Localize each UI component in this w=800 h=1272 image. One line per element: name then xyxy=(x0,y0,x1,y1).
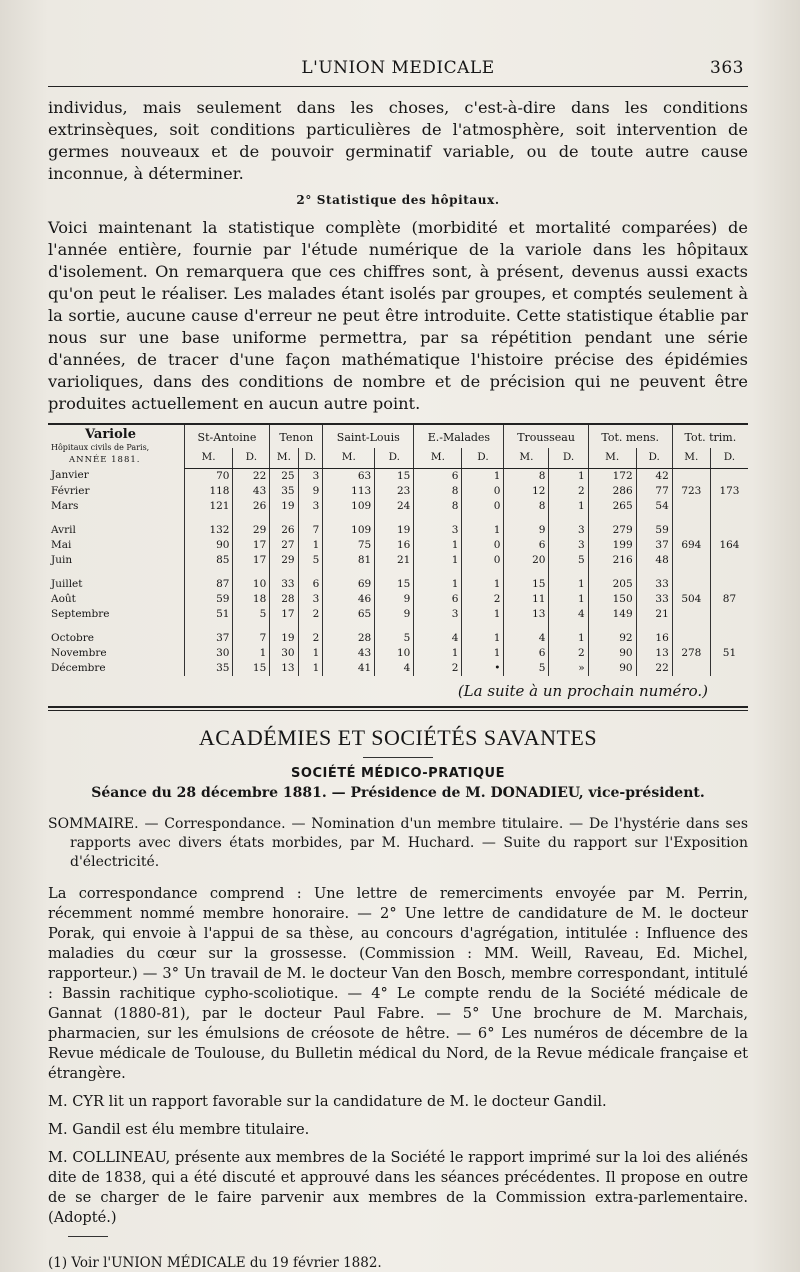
spacer-cell xyxy=(549,514,588,523)
m-column-header: M. xyxy=(270,448,298,468)
value-cell: 0 xyxy=(462,484,504,499)
month-cell: Décembre xyxy=(51,661,106,674)
variole-statistics-table xyxy=(48,423,748,676)
value-cell: 9 xyxy=(504,523,549,538)
value-cell: 1 xyxy=(462,523,504,538)
value-cell: 1 xyxy=(549,592,588,607)
value-cell: 6 xyxy=(414,592,462,607)
spacer-cell xyxy=(48,622,184,631)
value-cell: 265 xyxy=(588,499,636,514)
spacer-cell xyxy=(672,568,710,577)
month-cell: Janvier xyxy=(51,469,89,482)
value-cell: 22 xyxy=(636,661,672,676)
value-cell: 15 xyxy=(375,468,414,484)
table-row xyxy=(48,661,748,676)
value-cell: 5 xyxy=(504,661,549,676)
value-cell: 48 xyxy=(636,553,672,568)
value-cell: 92 xyxy=(588,631,636,646)
d-column-header: D. xyxy=(375,448,414,468)
value-cell: 1 xyxy=(549,577,588,592)
value-cell: 19 xyxy=(270,631,298,646)
value-cell: 90 xyxy=(588,661,636,676)
value-cell: 29 xyxy=(270,553,298,568)
value-cell: 1 xyxy=(462,631,504,646)
value-cell: 90 xyxy=(588,646,636,661)
value-cell: 27 xyxy=(270,538,298,553)
value-cell: 13 xyxy=(504,607,549,622)
table-year: ANNÉE 1881. xyxy=(69,455,141,465)
value-cell: 5 xyxy=(375,631,414,646)
spacer-cell xyxy=(636,514,672,523)
spacer-cell xyxy=(270,514,298,523)
table-row xyxy=(48,577,748,592)
table-row xyxy=(48,553,748,568)
table-title-cell xyxy=(48,424,184,468)
value-cell: 3 xyxy=(414,607,462,622)
gandil-paragraph: M. Gandil est élu membre titulaire. xyxy=(48,1120,310,1138)
value-cell: 9 xyxy=(375,607,414,622)
value-cell: 199 xyxy=(588,538,636,553)
value-cell: 15 xyxy=(504,577,549,592)
spacer-cell xyxy=(184,568,233,577)
spacer-cell xyxy=(504,568,549,577)
table-note: (La suite à un prochain numéro.) xyxy=(457,681,708,700)
value-cell: 29 xyxy=(233,523,270,538)
table-row xyxy=(48,592,748,607)
value-cell: 10 xyxy=(375,646,414,661)
d-column-header: D. xyxy=(233,448,270,468)
value-cell: 15 xyxy=(233,661,270,676)
d-column-header: D. xyxy=(710,448,748,468)
value-cell: 43 xyxy=(233,484,270,499)
value-cell: 43 xyxy=(323,646,375,661)
page-number: 363 xyxy=(710,58,744,78)
spacer-cell xyxy=(710,514,748,523)
value-cell: 1 xyxy=(298,661,323,676)
value-cell: 113 xyxy=(323,484,375,499)
spacer-cell xyxy=(323,622,375,631)
value-cell: 33 xyxy=(270,577,298,592)
value-cell: 2 xyxy=(462,592,504,607)
value-cell: 75 xyxy=(323,538,375,553)
value-cell: 1 xyxy=(233,646,270,661)
d-column-header: D. xyxy=(462,448,504,468)
hospital-header: Tenon xyxy=(270,424,323,448)
value-cell: 1 xyxy=(462,646,504,661)
value-cell: 2 xyxy=(298,631,323,646)
value-cell: 26 xyxy=(270,523,298,538)
value-cell: 42 xyxy=(636,468,672,484)
d-column-header: D. xyxy=(298,448,323,468)
short-rule xyxy=(363,757,433,758)
value-cell: 28 xyxy=(323,631,375,646)
hospital-header: Tot. trim. xyxy=(672,424,748,448)
value-cell: 1 xyxy=(414,553,462,568)
month-cell: Mars xyxy=(51,499,79,512)
spacer-cell xyxy=(462,622,504,631)
spacer-cell xyxy=(414,514,462,523)
cyr-paragraph: M. CYR lit un rapport favorable sur la candidature de M. le docteur Gandil. xyxy=(48,1092,607,1110)
value-cell: 85 xyxy=(184,553,233,568)
value-cell: 13 xyxy=(636,646,672,661)
journal-title: L'UNION MEDICALE xyxy=(301,58,495,78)
sommaire xyxy=(48,815,748,872)
value-cell: » xyxy=(549,661,588,676)
value-cell: 6 xyxy=(504,646,549,661)
value-cell: 149 xyxy=(588,607,636,622)
spacer-cell xyxy=(710,568,748,577)
value-cell: 35 xyxy=(270,484,298,499)
value-cell: 11 xyxy=(504,592,549,607)
m-column-header: M. xyxy=(414,448,462,468)
month-cell: Octobre xyxy=(51,631,94,644)
value-cell: 5 xyxy=(298,553,323,568)
value-cell: 21 xyxy=(375,553,414,568)
value-cell: 1 xyxy=(298,538,323,553)
spacer-cell xyxy=(588,568,636,577)
value-cell: 37 xyxy=(184,631,233,646)
value-cell: 18 xyxy=(233,592,270,607)
spacer-cell xyxy=(48,568,184,577)
quarter-spacer xyxy=(48,622,748,631)
value-cell: 65 xyxy=(323,607,375,622)
value-cell: 35 xyxy=(184,661,233,676)
spacer-cell xyxy=(588,514,636,523)
value-cell: 121 xyxy=(184,499,233,514)
value-cell: 16 xyxy=(636,631,672,646)
spacer-cell xyxy=(636,568,672,577)
value-cell: 8 xyxy=(414,484,462,499)
value-cell: 7 xyxy=(298,523,323,538)
month-cell: Juin xyxy=(51,553,73,566)
value-cell: 0 xyxy=(462,499,504,514)
value-cell: 19 xyxy=(375,523,414,538)
spacer-cell xyxy=(375,622,414,631)
value-cell: 6 xyxy=(504,538,549,553)
value-cell: 286 xyxy=(588,484,636,499)
collineau-paragraph: M. COLLINEAU, présente aux membres de la Société le rapport imprimé sur la loi des aliénés dite de 1838, qui a été discuté et approuvé dans les séances précédentes. Il propose en outre de se charger de le faire parvenir aux membres de la Commission extra-parlementaire. (Adopté.) xyxy=(48,1148,748,1226)
quarter-total-m: 723 xyxy=(672,468,710,514)
table-row xyxy=(48,484,748,499)
quarter-spacer xyxy=(48,568,748,577)
value-cell: 13 xyxy=(270,661,298,676)
value-cell: 109 xyxy=(323,499,375,514)
value-cell: 2 xyxy=(414,661,462,676)
m-column-header: M. xyxy=(323,448,375,468)
spacer-cell xyxy=(48,514,184,523)
value-cell: 25 xyxy=(270,468,298,484)
spacer-cell xyxy=(323,568,375,577)
d-column-header: D. xyxy=(636,448,672,468)
spacer-cell xyxy=(270,622,298,631)
value-cell: 8 xyxy=(504,468,549,484)
value-cell: 17 xyxy=(270,607,298,622)
value-cell: 1 xyxy=(298,646,323,661)
value-cell: 54 xyxy=(636,499,672,514)
header-rule xyxy=(48,86,748,87)
value-cell: 1 xyxy=(549,499,588,514)
value-cell: 7 xyxy=(233,631,270,646)
quarter-total-d: 87 xyxy=(710,577,748,622)
value-cell: 1 xyxy=(462,607,504,622)
value-cell: 3 xyxy=(298,592,323,607)
value-cell: 59 xyxy=(636,523,672,538)
value-cell: 28 xyxy=(270,592,298,607)
value-cell: 6 xyxy=(414,468,462,484)
footnote: (1) Voir l'UNION MÉDICALE du 19 février 1882. xyxy=(48,1254,382,1271)
value-cell: 3 xyxy=(549,538,588,553)
value-cell: 1 xyxy=(414,646,462,661)
value-cell: 17 xyxy=(233,553,270,568)
quarter-total-d: 173 xyxy=(710,468,748,514)
spacer-cell xyxy=(462,568,504,577)
value-cell: 8 xyxy=(504,499,549,514)
value-cell: 33 xyxy=(636,577,672,592)
spacer-cell xyxy=(549,622,588,631)
value-cell: 26 xyxy=(233,499,270,514)
spacer-cell xyxy=(184,514,233,523)
spacer-cell xyxy=(375,568,414,577)
value-cell: 17 xyxy=(233,538,270,553)
month-cell: Juillet xyxy=(51,577,83,590)
value-cell: 5 xyxy=(549,553,588,568)
spacer-cell xyxy=(323,514,375,523)
spacer-cell xyxy=(549,568,588,577)
value-cell: 16 xyxy=(375,538,414,553)
value-cell: 1 xyxy=(549,631,588,646)
value-cell: 63 xyxy=(323,468,375,484)
value-cell: 19 xyxy=(270,499,298,514)
value-cell: 150 xyxy=(588,592,636,607)
value-cell: 33 xyxy=(636,592,672,607)
value-cell: 90 xyxy=(184,538,233,553)
m-column-header: M. xyxy=(504,448,549,468)
running-header xyxy=(48,58,748,84)
value-cell: 205 xyxy=(588,577,636,592)
table-row xyxy=(48,538,748,553)
spacer-cell xyxy=(414,622,462,631)
value-cell: 70 xyxy=(184,468,233,484)
value-cell: 37 xyxy=(636,538,672,553)
value-cell: 21 xyxy=(636,607,672,622)
m-column-header: M. xyxy=(184,448,233,468)
value-cell: 3 xyxy=(298,499,323,514)
table-row xyxy=(48,607,748,622)
value-cell: 2 xyxy=(298,607,323,622)
value-cell: 0 xyxy=(462,553,504,568)
hospital-header: Tot. mens. xyxy=(588,424,672,448)
quarter-total-m: 694 xyxy=(672,523,710,568)
value-cell: 9 xyxy=(298,484,323,499)
quarter-total-m: 278 xyxy=(672,631,710,676)
spacer-cell xyxy=(298,514,323,523)
value-cell: 1 xyxy=(462,468,504,484)
table-body xyxy=(48,468,748,676)
value-cell: 3 xyxy=(549,523,588,538)
value-cell: 59 xyxy=(184,592,233,607)
table-row xyxy=(48,499,748,514)
spacer-cell xyxy=(270,568,298,577)
value-cell: • xyxy=(462,661,504,676)
spacer-cell xyxy=(636,622,672,631)
spacer-cell xyxy=(504,514,549,523)
value-cell: 1 xyxy=(414,538,462,553)
value-cell: 172 xyxy=(588,468,636,484)
table-row xyxy=(48,468,748,484)
quarter-total-d: 164 xyxy=(710,523,748,568)
value-cell: 46 xyxy=(323,592,375,607)
value-cell: 109 xyxy=(323,523,375,538)
value-cell: 15 xyxy=(375,577,414,592)
value-cell: 132 xyxy=(184,523,233,538)
month-cell: Mai xyxy=(51,538,72,551)
spacer-cell xyxy=(375,514,414,523)
value-cell: 30 xyxy=(270,646,298,661)
value-cell: 24 xyxy=(375,499,414,514)
spacer-cell xyxy=(710,622,748,631)
academies-heading: ACADÉMIES ET SOCIÉTÉS SAVANTES xyxy=(198,724,598,750)
value-cell: 3 xyxy=(414,523,462,538)
table-row xyxy=(48,523,748,538)
seance-line: Séance du 28 décembre 1881. — Présidence de M. DONADIEU, vice-président. xyxy=(91,784,705,801)
quarter-spacer xyxy=(48,514,748,523)
sommaire-text: — Correspondance. — Nomination d'un membre titulaire. — De l'hystérie dans ses rapports avec divers états morbides, par M. Huchard. — Suite du rapport sur l'Exposition d'électricité. xyxy=(70,815,749,870)
spacer-cell xyxy=(298,622,323,631)
spacer-cell xyxy=(462,514,504,523)
quarter-total-m: 504 xyxy=(672,577,710,622)
value-cell: 10 xyxy=(233,577,270,592)
quarter-total-d: 51 xyxy=(710,631,748,676)
value-cell: 6 xyxy=(298,577,323,592)
value-cell: 1 xyxy=(462,577,504,592)
value-cell: 4 xyxy=(375,661,414,676)
value-cell: 2 xyxy=(549,646,588,661)
value-cell: 3 xyxy=(298,468,323,484)
value-cell: 22 xyxy=(233,468,270,484)
table-subtitle: Hôpitaux civils de Paris, xyxy=(51,443,150,452)
value-cell: 30 xyxy=(184,646,233,661)
spacer-cell xyxy=(672,622,710,631)
sommaire-label: SOMMAIRE. xyxy=(48,815,139,832)
value-cell: 1 xyxy=(414,577,462,592)
spacer-cell xyxy=(672,514,710,523)
section-divider xyxy=(48,706,748,711)
value-cell: 4 xyxy=(504,631,549,646)
section-heading: 2° Statistique des hôpitaux. xyxy=(296,193,500,207)
value-cell: 12 xyxy=(504,484,549,499)
hospital-header: St-Antoine xyxy=(184,424,270,448)
intro-paragraph: individus, mais seulement dans les choses, c'est-à-dire dans les conditions extrinsèques, soit conditions particulières de l'atmosphère, soit intervention de germes nouveaux et de pouvoir germinatif variable, ou de toute autre cause inconnue, à déterminer. xyxy=(48,98,748,183)
spacer-cell xyxy=(298,568,323,577)
value-cell: 5 xyxy=(233,607,270,622)
hospital-header: E.-Malades xyxy=(414,424,504,448)
d-column-header: D. xyxy=(549,448,588,468)
value-cell: 118 xyxy=(184,484,233,499)
value-cell: 8 xyxy=(414,499,462,514)
table-row xyxy=(48,646,748,661)
value-cell: 216 xyxy=(588,553,636,568)
value-cell: 2 xyxy=(549,484,588,499)
m-column-header: M. xyxy=(672,448,710,468)
correspondance-paragraph: La correspondance comprend : Une lettre de remerciments envoyée par M. Perrin, récemment nommé membre honoraire. — 2° Une lettre de candidature de M. le docteur Porak, qui envoie à l'appui de sa thèse, au concours d'agrégation, intitulée : Influence des maladies du cœur sur la grossesse. (Commission : MM. Weill, Raveau, Ed. Michel, rapporteur.) — 3° Un travail de M. le docteur Van den Bosch, membre correspondant, intitulé : Bassin rachitique cypho-scoliotique. — 4° Le compte rendu de la Société médicale de Gannat (1880-81), par le docteur Paul Fabre. — 5° Une brochure de M. Marchais, pharmacien, sur les émulsions de créosote de hêtre. — 6° Les numéros de décembre de la Revue médicale de Toulouse, du Bulletin médical du Nord, de la Revue médicale française et étrangère. xyxy=(48,884,748,1082)
value-cell: 0 xyxy=(462,538,504,553)
table-title: Variole xyxy=(85,427,136,442)
spacer-cell xyxy=(184,622,233,631)
value-cell: 69 xyxy=(323,577,375,592)
footnote-rule xyxy=(68,1236,108,1237)
month-cell: Avril xyxy=(51,523,76,536)
spacer-cell xyxy=(504,622,549,631)
hospital-header: Saint-Louis xyxy=(323,424,414,448)
value-cell: 51 xyxy=(184,607,233,622)
hospital-header: Trousseau xyxy=(504,424,588,448)
value-cell: 41 xyxy=(323,661,375,676)
table-row xyxy=(48,631,748,646)
spacer-cell xyxy=(233,514,270,523)
value-cell: 77 xyxy=(636,484,672,499)
value-cell: 4 xyxy=(414,631,462,646)
spacer-cell xyxy=(233,568,270,577)
value-cell: 9 xyxy=(375,592,414,607)
spacer-cell xyxy=(233,622,270,631)
value-cell: 23 xyxy=(375,484,414,499)
month-cell: Septembre xyxy=(51,607,110,620)
value-cell: 81 xyxy=(323,553,375,568)
value-cell: 1 xyxy=(549,468,588,484)
spacer-cell xyxy=(588,622,636,631)
month-cell: Août xyxy=(51,592,76,605)
spacer-cell xyxy=(414,568,462,577)
value-cell: 279 xyxy=(588,523,636,538)
value-cell: 87 xyxy=(184,577,233,592)
month-cell: Novembre xyxy=(51,646,107,659)
society-name: SOCIÉTÉ MÉDICO-PRATIQUE xyxy=(291,765,505,781)
m-column-header: M. xyxy=(588,448,636,468)
stats-paragraph: Voici maintenant la statistique complète (morbidité et mortalité comparées) de l'année entière, fournie par l'étude numérique de la variole dans les hôpitaux d'isolement. On remarquera que ces chiffres sont, à présent, devenus aussi exacts qu'on peut le réaliser. Les malades étant isolés par groupes, et comptés seulement à la sortie, aucune cause d'erreur ne peut être introduite. Cette statistique établie par nous sur une base uniforme permettra, par sa répétition pendant une série d'années, de tracer d'une façon mathématique l'histoire précise des épidémies varioliques, dans des conditions de nombre et de précision qui ne peuvent être produites actuellement en aucun autre point. xyxy=(48,218,748,413)
value-cell: 4 xyxy=(549,607,588,622)
month-cell: Février xyxy=(51,484,90,497)
value-cell: 20 xyxy=(504,553,549,568)
